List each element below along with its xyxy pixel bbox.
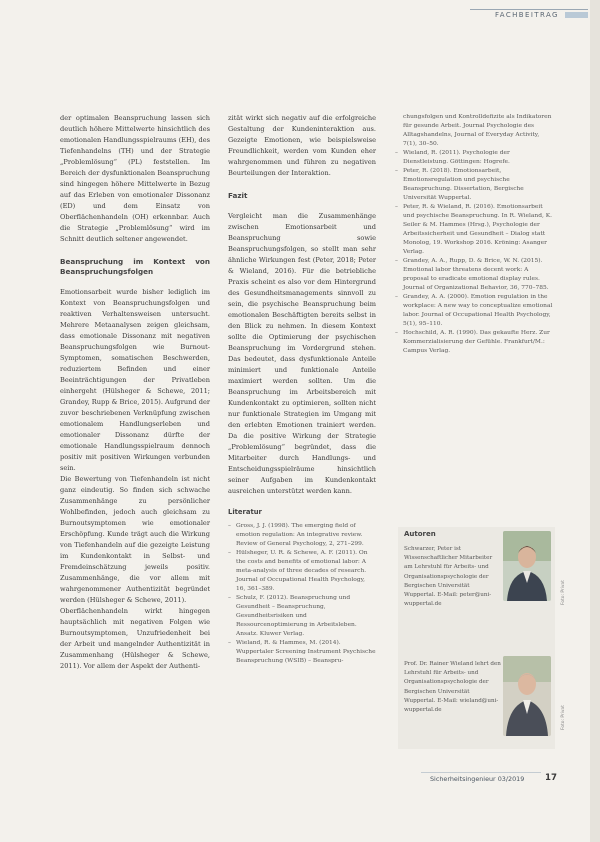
- author-photo-1: [503, 531, 551, 601]
- reference-continuation: chungsfolgen und Kontrolldefizite als Indikatoren für gesunde Arbeit. Journal Psychologie des Alltagshandelns, Journal of Everyday Activity, 7(1), 30–50.: [403, 114, 552, 147]
- column-2: [228, 113, 376, 666]
- reference-item: – Peter, R. & Wieland, R. (2016). Emotionsarbeit und psychische Beanspruchung. In R. Wieland, K. Seiler & M. Hammes (Hrsg.), Psychologie der Arbeitssicherheit und Gesundheit – Dialog statt Monolog, 19. Workshop 2016. Kröning: Asanger Verlag.: [395, 204, 552, 255]
- col1-paragraph-2: Emotionsarbeit wurde bisher lediglich im Kontext von Beanspruchungsfolgen und reaktiven Verhaltensweisen untersucht. Mehrere Metaanalysen zeigen gleichsam, dass emotionale Dissonanz mit negativen Beanspruchungsfolgen wie Burnout-Symptomen, somatischen Beschwerden, reduziertem Befinden und einer Beeinträchtigungen der Privatleben einhergeht (Hülsheger & Schewe, 2011; Grandey, Rupp & Brice, 2015). Aufgrund der zuvor beschriebenen Verknüpfung zwischen emotionalem Handlungserleben und emotionaler Dissonanz dürfte der emotionale Handlungsspielraum dennoch positiv mit positiven Wirkungen verbunden sein.: [60, 288, 210, 472]
- col2-paragraph-2: Vergleicht man die Zusammenhänge zwischen Emotionsarbeit und Beanspruchung sowie Beanspruchungsfolgen, so stellt man sehr ähnliche Wirkungen fest (Peter, 2018; Peter & Wieland, 2016). Für die betriebliche Praxis scheint es also vor dem Hintergrund des Gesundheitsmanagements sinnvoll zu sein, die psychische Beanspruchung beim emotionalen Beschäftigten bereits selbst in den Blick zu nehmen. In diesem Kontext sollte die Optimierung der psychischen Beanspruchung im Vordergrund stehen. Das bedeutet, dass dysfunktionale Anteile minimiert und funktionale Anteile maximiert werden sollten. Um die Beanspruchung im Arbeitsbereich mit Kundenkontakt zu optimieren, sollten nicht nur funktionale Strategien im Umgang mit den erlebten Emotionen trainiert werden. Da die positive Wirkung der Strategie „Problemlösung“ begründet, dass die Mitarbeiter durch Handlungs- und Entscheidungsspielräume hinsichtlich seiner Aufgaben im Kundenkontakt ausreichen unterstützt werden kann.: [228, 212, 376, 495]
- column-1: [60, 113, 210, 672]
- photo-credit-1: Foto: Privat: [561, 580, 566, 605]
- author-photo-2: [503, 656, 551, 736]
- references-heading: Literatur: [228, 508, 262, 516]
- reference-item: – Wieland, R. & Hammes, M. (2014). Wuppertaler Screening Instrument Psychische Beanspruchung (WSIB) – Beanspru-: [228, 640, 376, 664]
- reference-item: – Hülsheger, U. R. & Schewe, A. F. (2011). On the costs and benefits of emotional labor: A meta-analysis of three decades of research. Journal of Occupational Health Psychology, 16, 361–389.: [228, 550, 368, 592]
- page-number: 17: [545, 773, 557, 783]
- reference-item: – Gross, J. J. (1998). The emerging field of emotion regulation: An integrative review. Review of General Psychology, 2, 271–299.: [228, 523, 364, 547]
- reference-item: – Hochschild, A. R. (1990). Das gekaufte Herz. Zur Kommerzialisierung der Gefühle. Frankfurt/M.: Campus Verlag.: [395, 330, 550, 354]
- reference-item: – Wieland, R. (2011). Psychologie der Dienstleistung. Göttingen: Hogrefe.: [395, 150, 510, 165]
- col1-paragraph-3: Die Bewertung von Tiefenhandeln ist nicht ganz eindeutig. So finden sich schwache Zusammenhänge zu persönlicher Wohlbefinden, jedoch auch gleichsam zu Burnoutsymptomen wie emotionaler Erschöpfung. Kunde trägt auch die Wirkung von Tiefenhandeln auf die gezeigte Leistung im Kundenkontakt in Selbst- und Fremdeinschätzung jeweils positiv. Zusammenhänge, die vor allem mit wahrgenommener Authentizität begründet werden (Hülsheger & Schewe, 2011).: [60, 475, 210, 604]
- section-label: FACHBEITRAG: [495, 11, 559, 19]
- page-edge: [590, 0, 600, 842]
- photo-credit-2: Foto: Privat: [561, 705, 566, 730]
- reference-item: – Grandey, A. A., Rupp, D. & Brice, W. N. (2015). Emotional labor threatens decent work: A proposal to eradicate emotional display rules. Journal of Organizational Behavior, 36, 770–785.: [395, 258, 549, 291]
- author-bio-2: Prof. Dr. Rainer Wieland lehrt den Lehrstuhl für Arbeits- und Organisationspsychologie der Bergischen Universität Wuppertal. E-Mail: wieland@uni-wuppertal.de: [404, 661, 501, 714]
- reference-item: – Peter, R. (2018). Emotionsarbeit, Emotionsregulation und psychische Beanspruchung. Dissertation, Bergische Universität Wuppertal.: [395, 168, 524, 201]
- column-3: [395, 113, 555, 356]
- header-accent: [565, 12, 588, 18]
- authors-heading: Autoren: [404, 530, 436, 538]
- col1-paragraph-4: Oberflächenhandeln wirkt hingegen hauptsächlich mit negativen Folgen wie Burnoutsymptomen, Unzufriedenheit bei der Arbeit und mangelnder Authentizität in Zusammenhang (Hülsheger & Schewe, 2011). Vor allem der Aspekt der Authenti-: [60, 607, 210, 670]
- portrait-image: [503, 656, 551, 736]
- col2-paragraph-1: zität wirkt sich negativ auf die erfolgreiche Gestaltung der Kundeninteraktion aus. Gezeigte Emotionen, wie beispielsweise Freundlichkeit, werden vom Kunden eher wahrgenommen und führen zu negativen Beurteilungen der Interaktion.: [228, 114, 376, 177]
- section-heading-beanspruchung: Beanspruchung im Kontext von Beanspruchungsfolgen: [60, 257, 210, 276]
- section-heading-fazit: Fazit: [228, 191, 248, 200]
- reference-item: – Schulz, F. (2012). Beanspruchung und Gesundheit – Beanspruchung, Gesundheitsrisiken und Ressourcenoptimierung in Arbeitsleben. Ansatz. Kluwer Verlag.: [228, 595, 357, 637]
- author-bio-1: Schwarzer, Peter ist Wissenschaftlicher Mitarbeiter am Lehrstuhl für Arbeits- und Organisationspsychologie der Bergischen Universität Wuppertal. E-Mail: peter@uni-wuppertal.de: [404, 546, 493, 608]
- footer-publication: Sicherheitsingenieur 03/2019: [430, 775, 525, 783]
- portrait-image: [503, 531, 551, 601]
- reference-item: – Grandey, A. A. (2000). Emotion regulation in the workplace: A new way to conceptualize emotional labor. Journal of Occupational Health Psychology, 5(1), 95–110.: [395, 294, 553, 327]
- col1-paragraph-1: der optimalen Beanspruchung lassen sich deutlich höhere Mittelwerte hinsichtlich des emotionalen Handlungsspielraums (EH), des Tiefenhandelns (TH) und der Strategie „Problemlösung“ (PL) feststellen. Im Bereich der dysfunktionalen Beanspruchung sind hingegen höhere Mittelwerte in Bezug auf das Erleben von emotionaler Dissonanz (ED) und dem Einsatz von Oberflächenhandeln (OH) erkennbar. Auch die Strategie „Problemlösung“ wird im Schnitt deutlich seltener angewendet.: [60, 114, 210, 243]
